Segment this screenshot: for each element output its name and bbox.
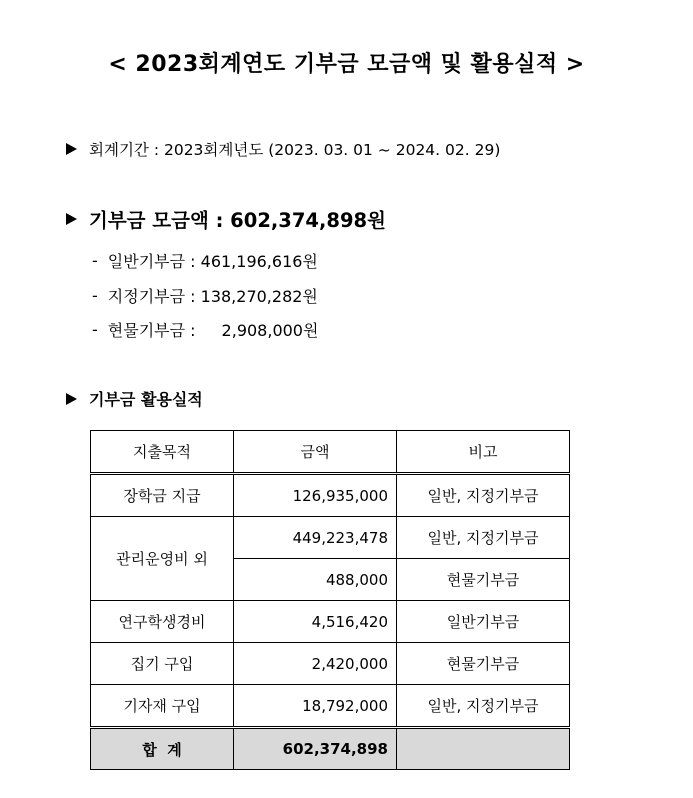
breakdown-value: 2,908,000원: [221, 321, 319, 340]
breakdown-value: 138,270,282원: [200, 287, 318, 306]
total-label-cell: 합 계: [91, 728, 234, 770]
breakdown-value: 461,196,616원: [200, 252, 318, 271]
amount-cell: 4,516,420: [234, 601, 397, 643]
breakdown-item: [92, 284, 318, 307]
table-header-row: [91, 431, 570, 474]
breakdown-label: 일반기부금 :: [107, 252, 196, 271]
usage-heading: [66, 387, 203, 410]
usage-heading-text: 기부금 활용실적: [89, 390, 203, 409]
usage-table: [90, 430, 570, 770]
breakdown-item: [92, 318, 318, 341]
bullet-triangle-icon: [66, 143, 77, 155]
table-row: [91, 601, 570, 643]
amount-cell: 18,792,000: [234, 685, 397, 728]
bullet-triangle-icon: [66, 393, 77, 405]
amount-cell: 2,420,000: [234, 643, 397, 685]
note-cell: 일반, 지정기부금: [397, 517, 570, 559]
purpose-cell: 연구학생경비: [91, 601, 234, 643]
amount-cell: 488,000: [234, 559, 397, 601]
breakdown-item: [92, 249, 318, 272]
table-row: [91, 474, 570, 517]
table-row: [91, 643, 570, 685]
column-header: 금액: [234, 431, 397, 474]
page-title: < 2023회계연도 기부금 모금액 및 활용실적 >: [108, 52, 585, 77]
purpose-cell: 장학금 지급: [91, 474, 234, 517]
note-cell: 일반, 지정기부금: [397, 474, 570, 517]
breakdown-label: 현물기부금 :: [107, 321, 196, 340]
table-total-row: [91, 728, 570, 770]
total-amount-cell: 602,374,898: [234, 728, 397, 770]
note-cell: 현물기부금: [397, 559, 570, 601]
note-cell: 일반, 지정기부금: [397, 685, 570, 728]
note-cell: 일반기부금: [397, 601, 570, 643]
accounting-period: [66, 138, 500, 160]
dash-marker: -: [92, 286, 98, 305]
breakdown-label: 지정기부금 :: [107, 287, 196, 306]
column-header: 비고: [397, 431, 570, 474]
dash-marker: -: [92, 251, 98, 270]
purpose-cell: 기자재 구입: [91, 685, 234, 728]
table-row: [91, 517, 570, 559]
purpose-cell: 집기 구입: [91, 643, 234, 685]
accounting-period-text: 회계기간 : 2023회계년도 (2023. 03. 01 ~ 2024. 02. 29): [89, 141, 501, 159]
dash-marker: -: [92, 320, 98, 339]
amount-cell: 449,223,478: [234, 517, 397, 559]
total-donation: [66, 205, 386, 233]
bullet-triangle-icon: [66, 213, 77, 225]
total-note-cell: [397, 728, 570, 770]
total-donation-text: 기부금 모금액 : 602,374,898원: [89, 209, 386, 232]
column-header: 지출목적: [91, 431, 234, 474]
table-row: [91, 685, 570, 728]
note-cell: 현물기부금: [397, 643, 570, 685]
amount-cell: 126,935,000: [234, 474, 397, 517]
purpose-cell: 관리운영비 외: [91, 517, 234, 601]
